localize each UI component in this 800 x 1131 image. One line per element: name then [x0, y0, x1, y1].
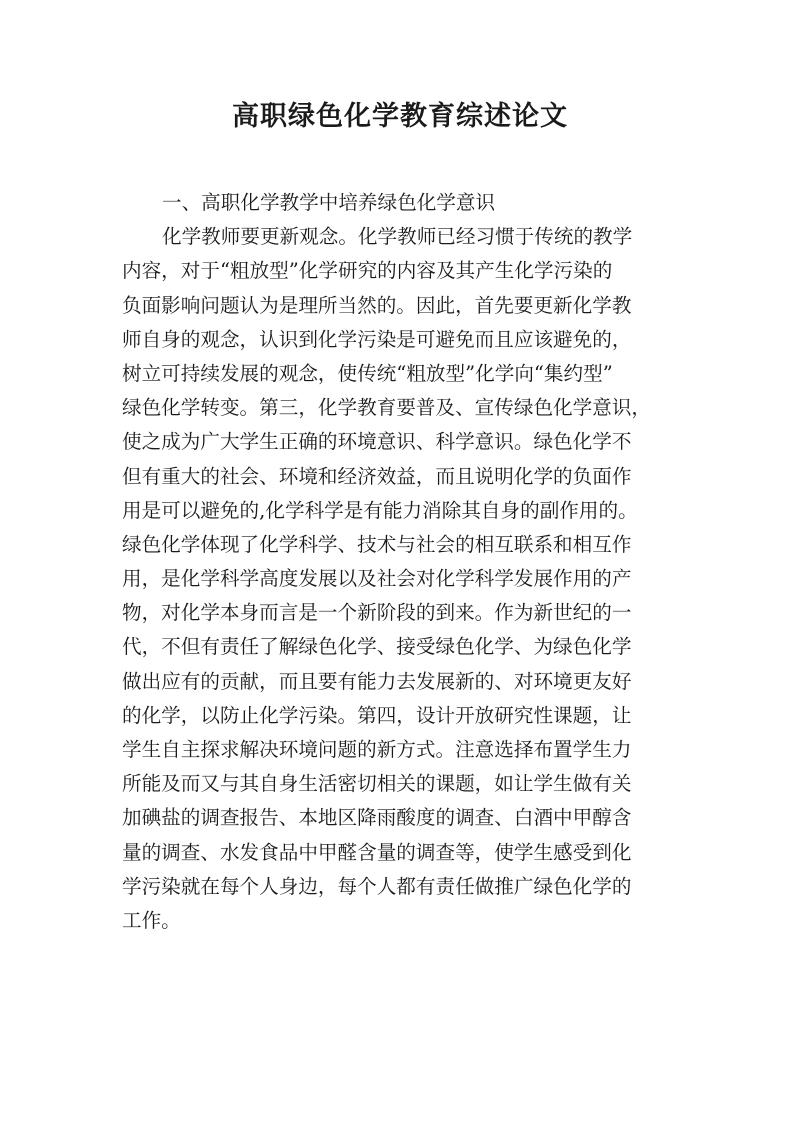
paragraph-line: 学生自主探求解决环境问题的新方式。注意选择布置学生力 — [122, 738, 632, 761]
paragraph-line: 物，对化学本身而言是一个新阶段的到来。作为新世纪的一 — [122, 601, 632, 625]
paragraph-line: 内容，对于“粗放型”化学研究的内容及其产生化学污染的 — [122, 259, 613, 283]
paragraph-line: 树立可持续发展的观念，使传统“粗放型”化学向“集约型” — [122, 361, 613, 385]
section-heading: 一、高职化学教学中培养绿色化学意识 — [162, 191, 496, 214]
paragraph-line: 使之成为广大学生正确的环境意识、科学意识。绿色化学不 — [122, 430, 632, 454]
paragraph-line: 绿色化学体现了化学科学、技术与社会的相互联系和相互作 — [122, 532, 632, 556]
paragraph-line: 做出应有的贡献，而且要有能力去发展新的、对环境更友好 — [122, 669, 632, 693]
paragraph-line: 工作。 — [122, 908, 181, 932]
paragraph-line: 量的调查、水发食品中甲醛含量的调查等，使学生感受到化 — [122, 840, 632, 864]
paragraph-line: 代，不但有责任了解绿色化学、接受绿色化学、为绿色化学 — [122, 635, 632, 659]
document-body — [122, 186, 682, 938]
paragraph-line: 用是可以避免的,化学科学是有能力消除其自身的副作用的。 — [122, 498, 638, 522]
paragraph-line: 负面影响问题认为是理所当然的。因此，首先要更新化学教 — [122, 293, 632, 317]
paragraph-line: 绿色化学转变。第三，化学教育要普及、宣传绿色化学意识， — [122, 396, 652, 420]
paragraph-line: 但有重大的社会、环境和经济效益，而且说明化学的负面作 — [122, 464, 632, 488]
paragraph-line: 学污染就在每个人身边，每个人都有责任做推广绿色化学的 — [122, 874, 632, 898]
paragraph-line: 加碘盐的调查报告、本地区降雨酸度的调查、白酒中甲醇含 — [122, 806, 632, 830]
paragraph-line: 化学教师要更新观念。化学教师已经习惯于传统的教学 — [162, 225, 633, 249]
document-title: 高职绿色化学教育综述论文 — [232, 101, 568, 132]
paragraph-line: 的化学，以防止化学污染。第四，设计开放研究性课题，让 — [122, 703, 632, 727]
paragraph-line: 用，是化学科学高度发展以及社会对化学科学发展作用的产 — [122, 567, 632, 591]
paragraph-line: 师自身的观念，认识到化学污染是可避免而且应该避免的， — [122, 327, 632, 351]
paragraph-line: 所能及而又与其自身生活密切相关的课题，如让学生做有关 — [122, 772, 632, 796]
